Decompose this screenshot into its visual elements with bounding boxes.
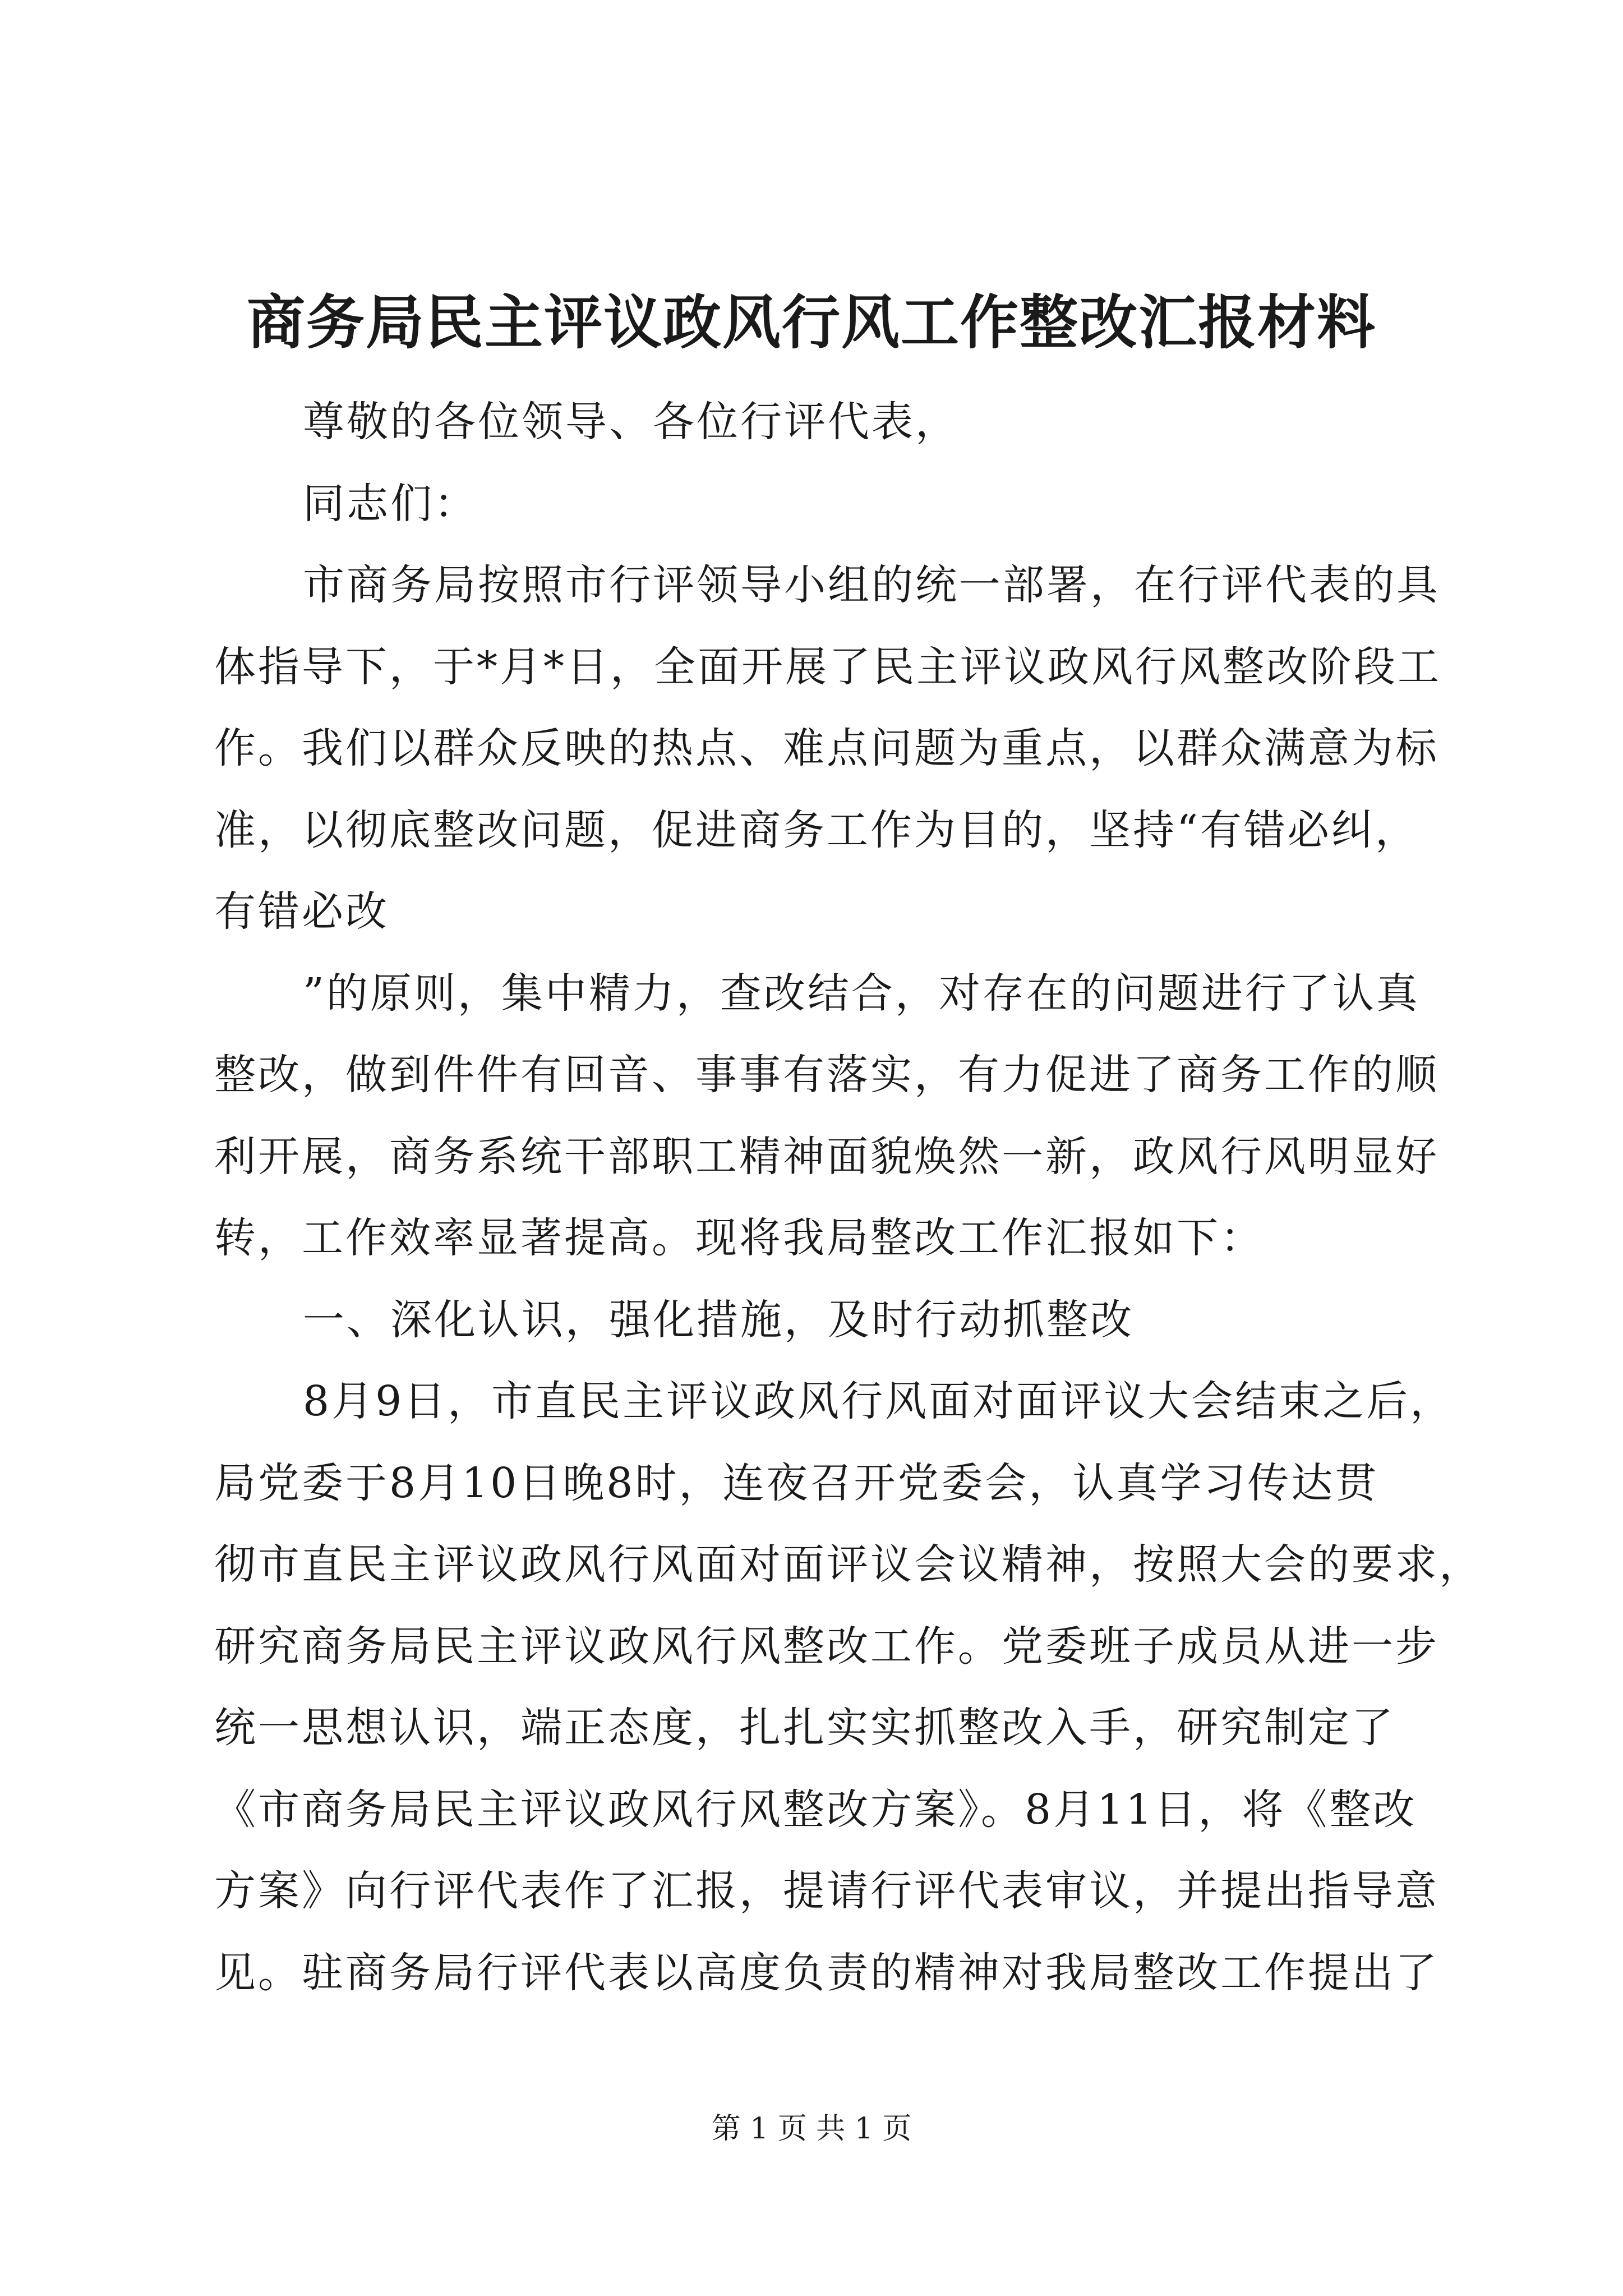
paragraph-line: 见。驻商务局行评代表以高度负责的精神对我局整改工作提出了 [214, 1948, 1439, 1997]
paragraph-line: 有错必改 [214, 887, 389, 936]
paragraph-line: 统一思想认识，端正态度，扎扎实实抓整改入手，研究制定了 [214, 1704, 1395, 1752]
paragraph-line: 研究商务局民主评议政风行风整改工作。党委班子成员从进一步 [214, 1622, 1439, 1671]
page-number-footer: 第 1 页 共 1 页 [711, 2112, 912, 2146]
paragraph-line: 《市商务局民主评议政风行风整改方案》。8月11日，将《整改 [214, 1785, 1417, 1834]
paragraph-line: 8月9日，市直民主评议政风行风面对面评议大会结束之后， [303, 1377, 1454, 1425]
document-body [214, 381, 1483, 2014]
paragraph-line: 局党委于8月10日晚8时，连夜召开党委会，认真学习传达贯 [214, 1458, 1379, 1507]
salutation-line: 同志们： [303, 479, 478, 528]
paragraph-line: 转，工作效率显著提高。现将我局整改工作汇报如下： [214, 1214, 1264, 1262]
document-title: 商务局民主评议政风行风工作整改汇报材料 [246, 288, 1376, 357]
paragraph-line: 整改，做到件件有回音、事事有落实，有力促进了商务工作的顺 [214, 1051, 1439, 1099]
section-heading: 一、深化认识，强化措施，及时行动抓整改 [303, 1295, 1134, 1344]
paragraph-line: 作。我们以群众反映的热点、难点问题为重点，以群众满意为标 [214, 724, 1439, 772]
paragraph-line: 彻市直民主评议政风行风面对面评议会议精神，按照大会的要求， [214, 1540, 1483, 1589]
paragraph-line: 市商务局按照市行评领导小组的统一部署，在行评代表的具 [303, 561, 1440, 609]
salutation-line: 尊敬的各位领导、各位行评代表， [303, 398, 959, 446]
paragraph-line: ”的原则，集中精力，查改结合，对存在的问题进行了认真 [303, 969, 1420, 1018]
paragraph-line: 方案》向行评代表作了汇报，提请行评代表审议，并提出指导意 [214, 1867, 1439, 1915]
paragraph-line: 利开展，商务系统干部职工精神面貌焕然一新，政风行风明显好 [214, 1132, 1439, 1181]
paragraph-line: 准，以彻底整改问题，促进商务工作为目的，坚持“有错必纠， [214, 806, 1419, 854]
paragraph-line: 体指导下，于*月*日，全面开展了民主评议政风行风整改阶段工 [214, 642, 1441, 691]
